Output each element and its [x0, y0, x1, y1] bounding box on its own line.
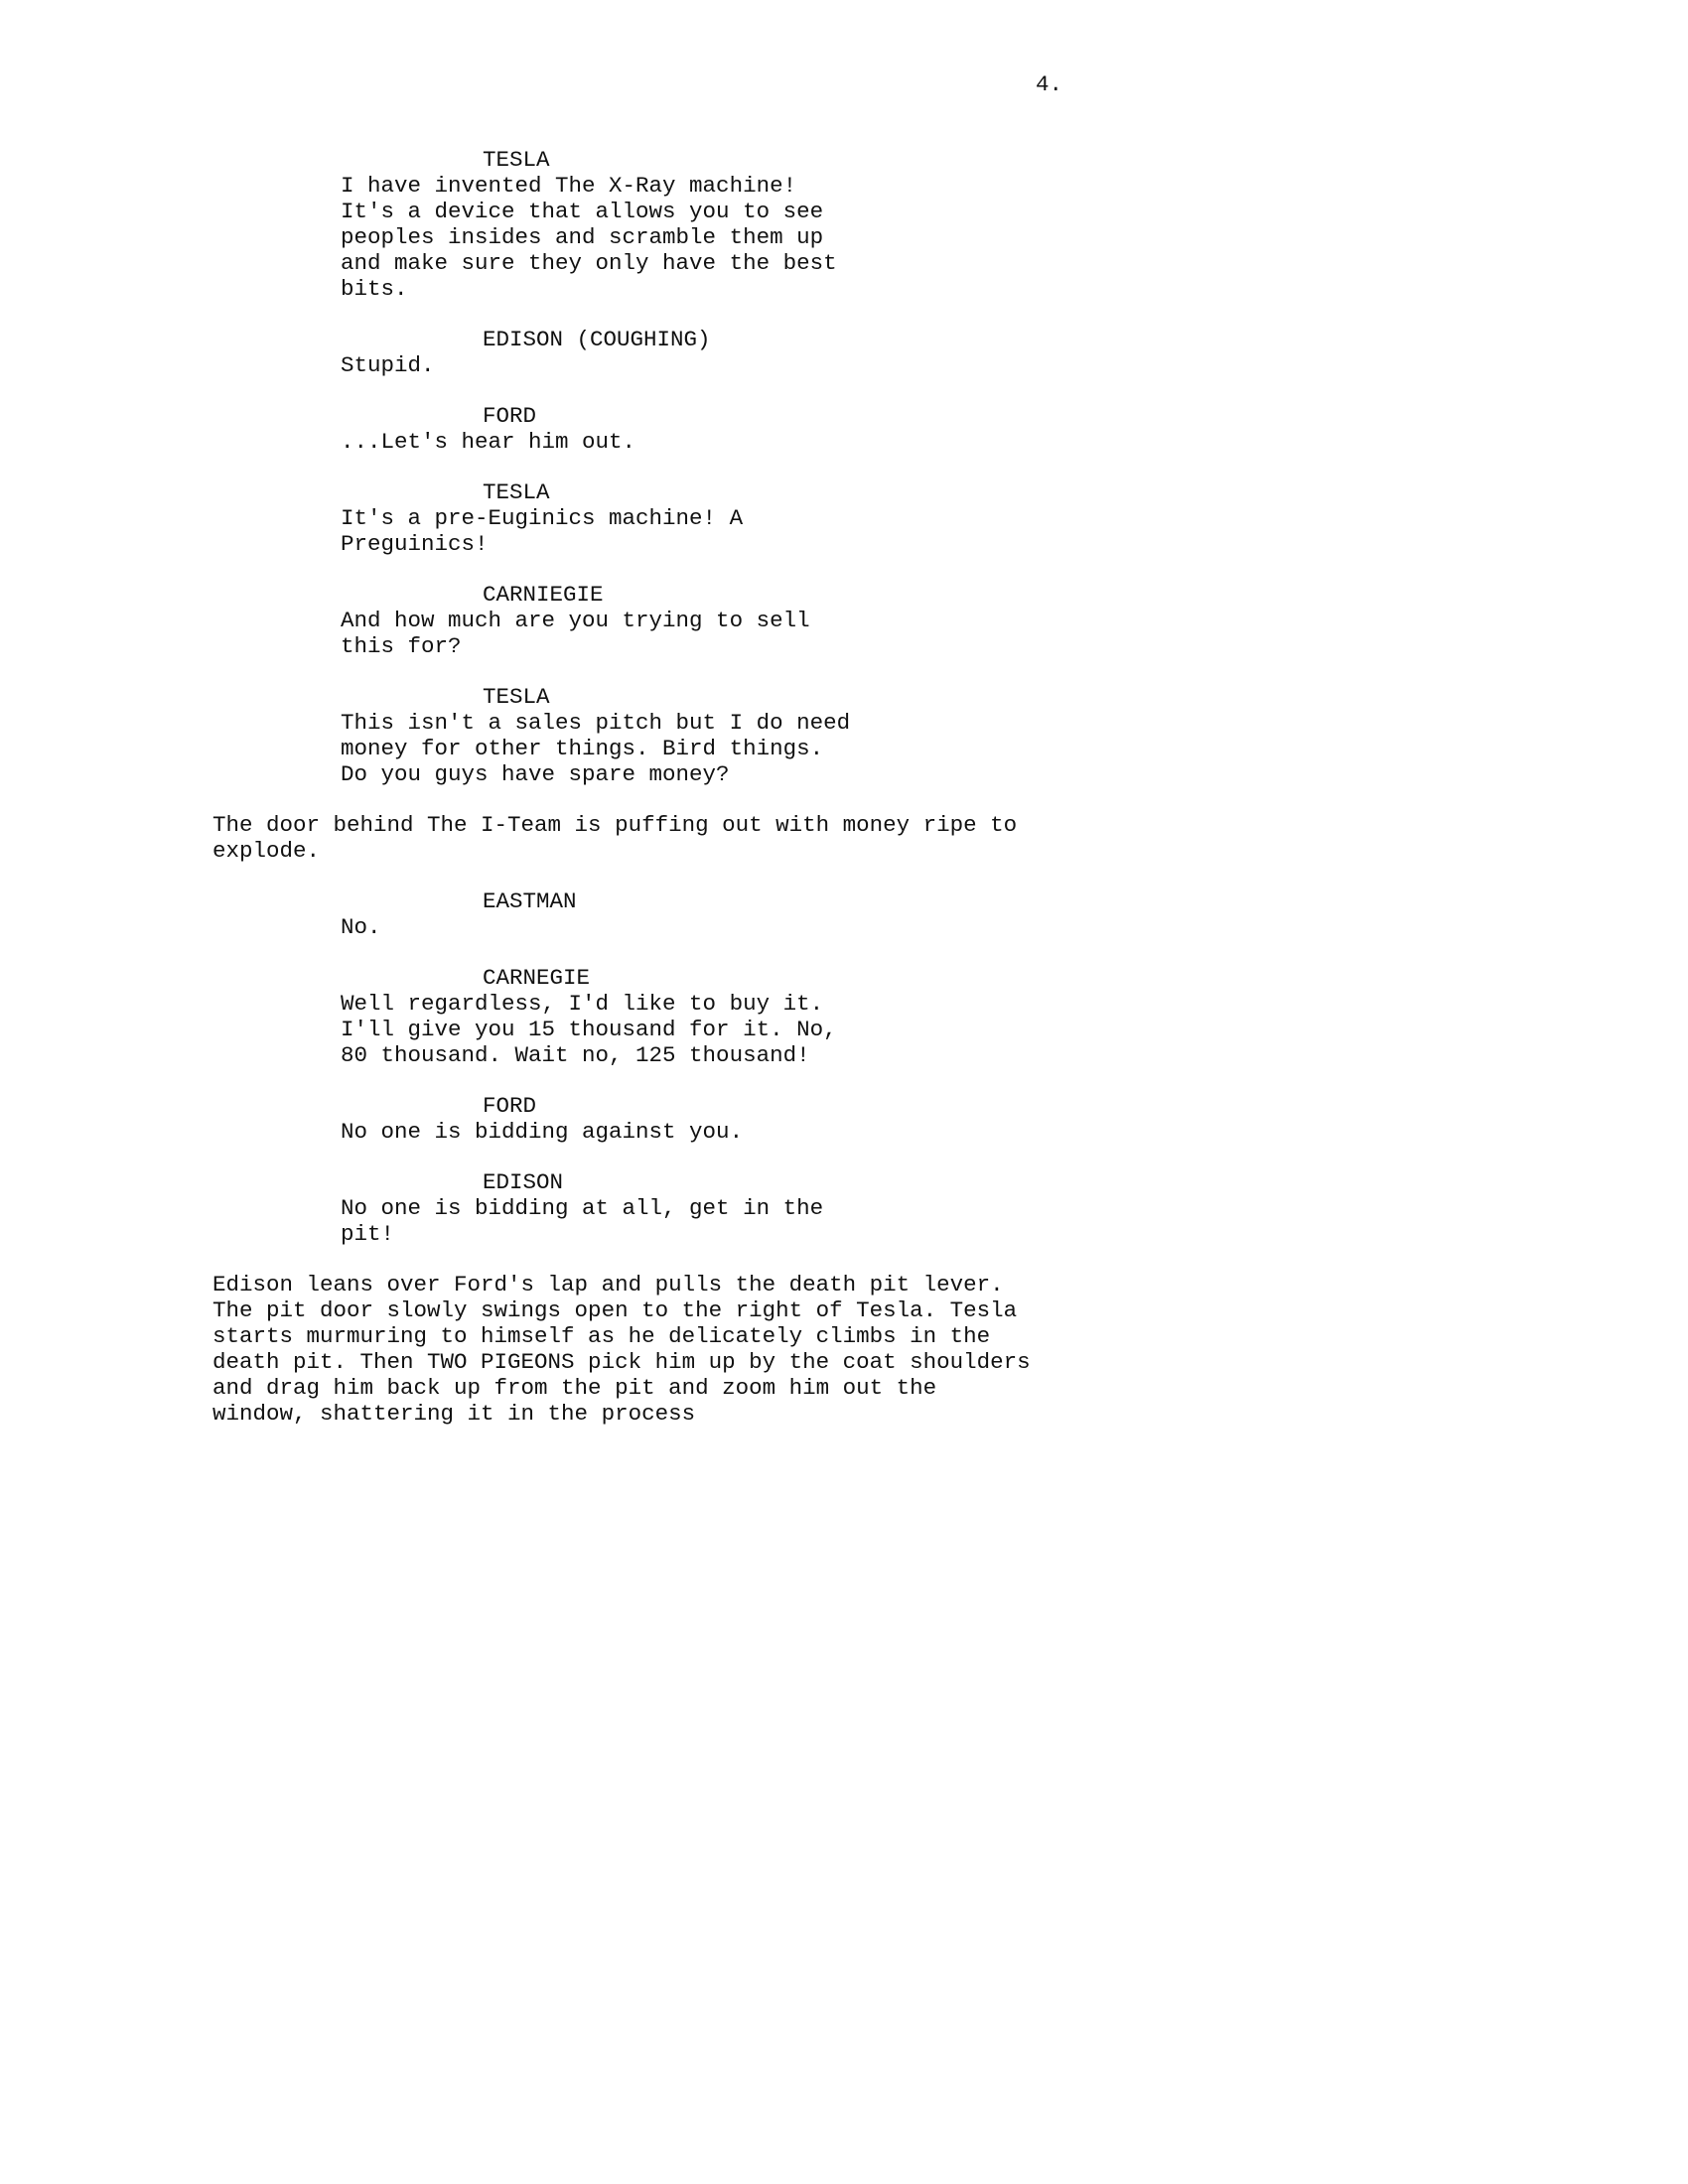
dialogue-line: 80 thousand. Wait no, 125 thousand! [341, 1042, 810, 1068]
dialogue-line: It's a device that allows you to see [341, 199, 824, 224]
dialogue-line: Stupid. [341, 352, 435, 378]
dialogue-line: Do you guys have spare money? [341, 761, 730, 787]
action-line: starts murmuring to himself as he delicately climbs in the [212, 1323, 991, 1349]
dialogue-line: money for other things. Bird things. [341, 736, 824, 761]
action-line: and drag him back up from the pit and zoom him out the [212, 1375, 937, 1401]
dialogue-line: It's a pre-Euginics machine! A [341, 505, 744, 531]
dialogue-line: No one is bidding at all, get in the [341, 1195, 824, 1221]
dialogue-line: pit! [341, 1221, 395, 1247]
page-number: 4. [1036, 71, 1063, 97]
dialogue-line: I have invented The X-Ray machine! [341, 173, 797, 199]
dialogue-line: this for? [341, 633, 462, 659]
character-name: EASTMAN [483, 888, 577, 914]
character-name: CARNEGIE [483, 965, 591, 991]
dialogue-line: No. [341, 914, 381, 940]
dialogue-line: Well regardless, I'd like to buy it. [341, 991, 824, 1017]
dialogue-line: This isn't a sales pitch but I do need [341, 710, 851, 736]
dialogue-line: and make sure they only have the best [341, 250, 837, 276]
dialogue-line: ...Let's hear him out. [341, 429, 636, 455]
dialogue-line: bits. [341, 276, 408, 302]
action-line: death pit. Then TWO PIGEONS pick him up by the coat shoulders [212, 1349, 1031, 1375]
action-line: window, shattering it in the process [212, 1401, 696, 1427]
character-name: EDISON [483, 1169, 564, 1195]
dialogue-line: peoples insides and scramble them up [341, 224, 824, 250]
dialogue-line: No one is bidding against you. [341, 1119, 744, 1145]
action-line: The door behind The I-Team is puffing out with money ripe to [212, 812, 1018, 838]
dialogue-line: Preguinics! [341, 531, 489, 557]
action-line: The pit door slowly swings open to the right of Tesla. Tesla [212, 1297, 1018, 1323]
dialogue-line: I'll give you 15 thousand for it. No, [341, 1017, 837, 1042]
dialogue-line: And how much are you trying to sell [341, 608, 810, 633]
character-name: FORD [483, 403, 537, 429]
character-name: CARNIEGIE [483, 582, 604, 608]
character-name: EDISON (COUGHING) [483, 327, 711, 352]
action-line: Edison leans over Ford's lap and pulls the death pit lever. [212, 1272, 1004, 1297]
action-line: explode. [212, 838, 321, 864]
character-name: TESLA [483, 147, 550, 173]
character-name: TESLA [483, 479, 550, 505]
character-name: TESLA [483, 684, 550, 710]
character-name: FORD [483, 1093, 537, 1119]
